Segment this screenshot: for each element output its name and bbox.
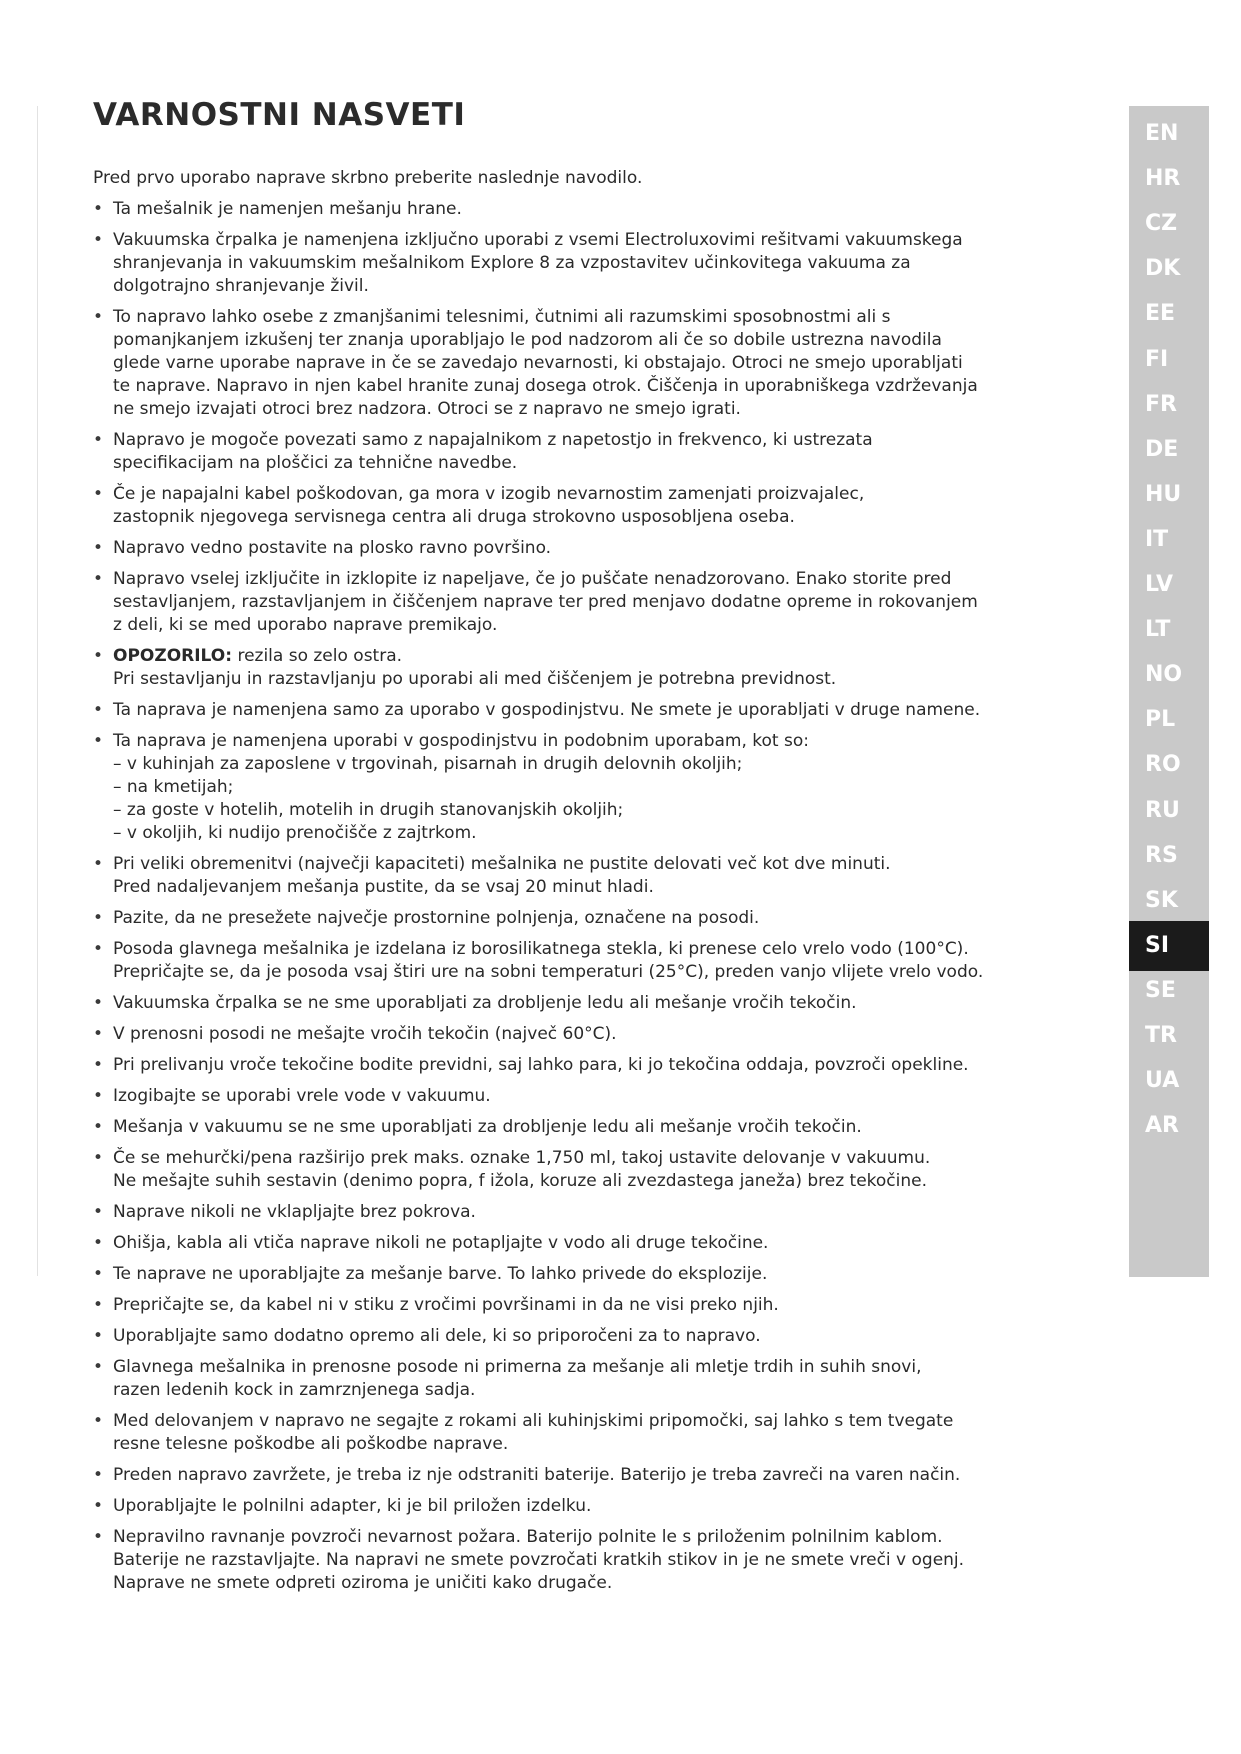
- language-tab-ru[interactable]: RU: [1145, 798, 1180, 823]
- list-item: [93, 1356, 1073, 1402]
- list-item-text: Uporabljajte le polnilni adapter, ki je bil priložen izdelku.: [113, 1496, 592, 1516]
- list-item: [93, 1325, 1073, 1348]
- list-item: [93, 1054, 1073, 1077]
- list-item-text: Te naprave ne uporabljajte za mešanje barve. To lahko privede do eksplozije.: [113, 1264, 768, 1284]
- list-item: [93, 938, 1073, 984]
- list-item-text: Glavnega mešalnika in prenosne posode ni primerna za mešanje ali mletje trdih in suhih snovi, razen ledenih kock in zamrznjenega sadja.: [113, 1357, 922, 1400]
- language-tab-ro[interactable]: RO: [1145, 752, 1181, 777]
- list-item: [93, 198, 1073, 221]
- margin-rule: [37, 106, 38, 1276]
- list-item-text: Naprave nikoli ne vklapljajte brez pokrova.: [113, 1202, 476, 1222]
- list-item-text: Posoda glavnega mešalnika je izdelana iz borosilikatnega stekla, ki prenese celo vrelo vodo (100°C). Prepričajte se, da je posoda vsaj štiri ure na sobni temperaturi (25°C), preden vanjo vlijete vrelo vodo.: [113, 939, 984, 982]
- list-item-text: Napravo vedno postavite na plosko ravno površino.: [113, 538, 552, 558]
- list-item: [93, 229, 1073, 298]
- list-item: [93, 1023, 1073, 1046]
- list-item: [93, 1116, 1073, 1139]
- list-item-text: Izogibajte se uporabi vrele vode v vakuumu.: [113, 1086, 491, 1106]
- list-item: [93, 537, 1073, 560]
- language-tab-de[interactable]: DE: [1145, 437, 1179, 462]
- language-tab-it[interactable]: IT: [1145, 527, 1169, 552]
- list-item-text: Pri veliki obremenitvi (največji kapaciteti) mešalnika ne pustite delovati več kot dve minuti. Pred nadaljevanjem mešanja pustite, da se vsaj 20 minut hladi.: [113, 854, 891, 897]
- list-item-text: rezila so zelo ostra. Pri sestavljanju in razstavljanju po uporabi ali med čiščenjem je potrebna previdnost.: [113, 646, 837, 689]
- list-item: [93, 1526, 1073, 1595]
- list-item: [93, 568, 1073, 637]
- language-tab-si[interactable]: SI: [1129, 921, 1209, 971]
- list-item-text: Nepravilno ravnanje povzroči nevarnost požara. Baterijo polnite le s priloženim polnilnim kablom. Baterije ne razstavljajte. Na napravi ne smete povzročati kratkih stikov in je ne smete vreči v ogenj. Naprave ne smete odpreti oziroma je uničiti kako drugače.: [113, 1527, 965, 1593]
- list-item: [93, 1464, 1073, 1487]
- list-item-text: V prenosni posodi ne mešajte vročih tekočin (največ 60°C).: [113, 1024, 617, 1044]
- list-item: [93, 1294, 1073, 1317]
- list-item-text: Ta naprava je namenjena uporabi v gospodinjstvu in podobnim uporabam, kot so: – v kuhinjah za zaposlene v trgovinah, pisarnah in drugih delovnih okoljih; – na kmetijah; – za goste v hotelih, motelih in drugih stanovanjskih okoljih; – v okoljih, ki nudijo prenočišče z zajtrkom.: [113, 731, 809, 843]
- language-tab-sk[interactable]: SK: [1145, 888, 1178, 913]
- safety-list: [93, 198, 1073, 1603]
- list-item-text: Če je napajalni kabel poškodovan, ga mora v izogib nevarnostim zamenjati proizvajalec, zastopnik njegovega servisnega centra ali druga strokovno usposobljena oseba.: [113, 484, 865, 527]
- language-tab-lt[interactable]: LT: [1145, 617, 1171, 642]
- list-item-text: Pazite, da ne presežete največje prostornine polnjenja, označene na posodi.: [113, 908, 760, 928]
- page-title: VARNOSTNI NASVETI: [93, 97, 466, 133]
- list-item-text: Uporabljajte samo dodatno opremo ali dele, ki so priporočeni za to napravo.: [113, 1326, 761, 1346]
- list-item-text: Ohišja, kabla ali vtiča naprave nikoli ne potapljajte v vodo ali druge tekočine.: [113, 1233, 769, 1253]
- language-tab-pl[interactable]: PL: [1145, 707, 1176, 732]
- list-item-text: Vakuumska črpalka je namenjena izključno uporabi z vsemi Electroluxovimi rešitvami vakuumskega shranjevanja in vakuumskim mešalnikom Explore 8 za vzpostavitev učinkovitega vakuuma za dolgotrajno shranjevanje živil.: [113, 230, 963, 296]
- list-item-text: Mešanja v vakuumu se ne sme uporabljati za drobljenje ledu ali mešanje vročih tekočin.: [113, 1117, 862, 1137]
- language-tab-no[interactable]: NO: [1145, 662, 1183, 687]
- language-tab-fr[interactable]: FR: [1145, 392, 1177, 417]
- list-item-text: Preden napravo zavržete, je treba iz nje odstraniti baterije. Baterijo je treba zavreči na varen način.: [113, 1465, 961, 1485]
- list-item: [93, 992, 1073, 1015]
- list-item-text: Ta naprava je namenjena samo za uporabo v gospodinjstvu. Ne smete je uporabljati v druge namene.: [113, 700, 981, 720]
- list-item: [93, 1085, 1073, 1108]
- list-item: [93, 699, 1073, 722]
- list-item: [93, 1263, 1073, 1286]
- list-item: [93, 1495, 1073, 1518]
- list-item: [93, 853, 1073, 899]
- list-item-text: Prepričajte se, da kabel ni v stiku z vročimi površinami in da ne visi preko njih.: [113, 1295, 779, 1315]
- list-item: [93, 429, 1073, 475]
- list-item: [93, 907, 1073, 930]
- list-item: [93, 1410, 1073, 1456]
- list-item-text: Med delovanjem v napravo ne segajte z rokami ali kuhinjskimi pripomočki, saj lahko s tem tvegate resne telesne poškodbe ali poškodbe naprave.: [113, 1411, 954, 1454]
- language-tab-en[interactable]: EN: [1145, 121, 1179, 146]
- language-tab-lv[interactable]: LV: [1145, 572, 1174, 597]
- list-item: [93, 306, 1073, 421]
- intro-text: Pred prvo uporabo naprave skrbno preberite naslednje navodilo.: [93, 168, 643, 188]
- language-tab-ee[interactable]: EE: [1145, 301, 1176, 326]
- language-tab-hr[interactable]: HR: [1145, 166, 1181, 191]
- list-item-text: Ta mešalnik je namenjen mešanju hrane.: [113, 199, 462, 219]
- language-tab-rs[interactable]: RS: [1145, 843, 1178, 868]
- list-item-text: Napravo vselej izključite in izklopite iz napeljave, če jo puščate nenadzorovano. Enako storite pred sestavljanjem, razstavljanjem in čiščenjem naprave ter pred menjavo dodatne opreme in rokovanjem z deli, ki se med uporabo naprave premikajo.: [113, 569, 978, 635]
- list-item: [93, 483, 1073, 529]
- language-tab-se[interactable]: SE: [1145, 978, 1176, 1003]
- list-item-text: Napravo je mogoče povezati samo z napajalnikom z napetostjo in frekvenco, ki ustrezata specifikacijam na ploščici za tehnične navedbe.: [113, 430, 873, 473]
- list-item-text: Pri prelivanju vroče tekočine bodite previdni, saj lahko para, ki jo tekočina oddaja, povzroči opekline.: [113, 1055, 969, 1075]
- list-item: [93, 1147, 1073, 1193]
- language-tab-ua[interactable]: UA: [1145, 1068, 1180, 1093]
- language-tab-tr[interactable]: TR: [1145, 1023, 1177, 1048]
- list-item: [93, 730, 1073, 845]
- language-tab-dk[interactable]: DK: [1145, 256, 1181, 281]
- list-item-text: Če se mehurčki/pena razširijo prek maks. oznake 1,750 ml, takoj ustavite delovanje v vakuumu. Ne mešajte suhih sestavin (denimo popra, f ižola, koruze ali zvezdastega janeža) brez tekočine.: [113, 1148, 931, 1191]
- language-tab-hu[interactable]: HU: [1145, 482, 1182, 507]
- list-item-text: To napravo lahko osebe z zmanjšanimi telesnimi, čutnimi ali razumskimi sposobnostmi ali s pomanjkanjem izkušenj ter znanja uporabljajo le pod nadzorom ali če so dobile ustrezna navodila glede varne uporabe naprave in če se zavedajo nevarnosti, ki obstajajo. Otroci ne smejo uporabljati te naprave. Napravo in njen kabel hranite zunaj dosega otrok. Čiščenja in uporabniškega vzdrževanja ne smejo izvajati otroci brez nadzora. Otroci se z napravo ne smejo igrati.: [113, 307, 978, 419]
- list-item: [93, 1201, 1073, 1224]
- list-item: [93, 645, 1073, 691]
- list-item-text: Vakuumska črpalka se ne sme uporabljati za drobljenje ledu ali mešanje vročih tekočin.: [113, 993, 857, 1013]
- language-tab-cz[interactable]: CZ: [1145, 211, 1178, 236]
- list-item: [93, 1232, 1073, 1255]
- language-tab-ar[interactable]: AR: [1145, 1113, 1179, 1138]
- warning-label: OPOZORILO:: [113, 646, 233, 666]
- language-tab-fi[interactable]: FI: [1145, 347, 1169, 372]
